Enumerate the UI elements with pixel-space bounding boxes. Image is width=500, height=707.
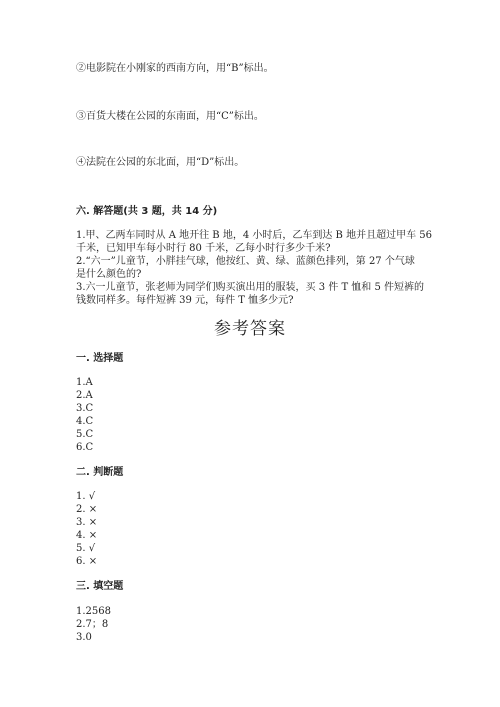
answer-item: 6.C: [76, 442, 94, 453]
answer-item: 2.A: [76, 390, 93, 401]
answer-item: 1.2568: [76, 606, 111, 617]
answers-section-3-heading: 三. 填空题: [76, 581, 124, 592]
problem-3-line-2: 钱数同样多。每件短裤 39 元，每件 T 恤多少元?: [76, 295, 294, 306]
question-3-line: ③百货大楼在公园的东南面，用“C”标出。: [76, 111, 264, 122]
question-4-line: ④法院在公园的东北面，用“D”标出。: [76, 157, 245, 168]
answers-section-1-heading: 一. 选择题: [76, 353, 124, 364]
answer-item: 2. ×: [76, 504, 98, 515]
answer-item: 3.0: [76, 632, 92, 643]
answer-item: 6. ×: [76, 556, 98, 567]
problem-3-line-1: 3.六一儿童节，张老师为同学们购买演出用的服装，买 3 件 T 恤和 5 件短裤的: [76, 282, 425, 293]
answer-item: 3.C: [76, 403, 94, 414]
answer-item: 3. ×: [76, 517, 98, 528]
answer-item: 5.C: [76, 429, 94, 440]
problem-2-line-2: 是什么颜色的?: [76, 269, 142, 280]
section-6-heading: 六. 解答题(共 3 题，共 14 分): [76, 206, 218, 217]
answer-item: 1.A: [76, 377, 93, 388]
answer-item: 4. ×: [76, 530, 98, 541]
answer-key-title: 参考答案: [214, 319, 286, 339]
answer-item: 4.C: [76, 416, 94, 427]
answer-item: 5. √: [76, 543, 96, 554]
problem-1-line-1: 1.甲、乙两车同时从 A 地开往 B 地，4 小时后，乙车到达 B 地并且超过甲车 56: [76, 230, 432, 241]
problem-2-line-1: 2.“六一”儿童节，小胖挂气球，他按红、黄、绿、蓝颜色排列，第 27 个气球: [76, 256, 415, 267]
answer-item: 2.7；8: [76, 619, 109, 630]
answers-section-2-heading: 二. 判断题: [76, 467, 124, 478]
answer-item: 1. √: [76, 491, 96, 502]
problem-1-line-2: 千米，已知甲车每小时行 80 千米，乙每小时行多少千米?: [76, 243, 331, 254]
question-2-line: ②电影院在小刚家的西南方向，用“B”标出。: [76, 63, 274, 74]
